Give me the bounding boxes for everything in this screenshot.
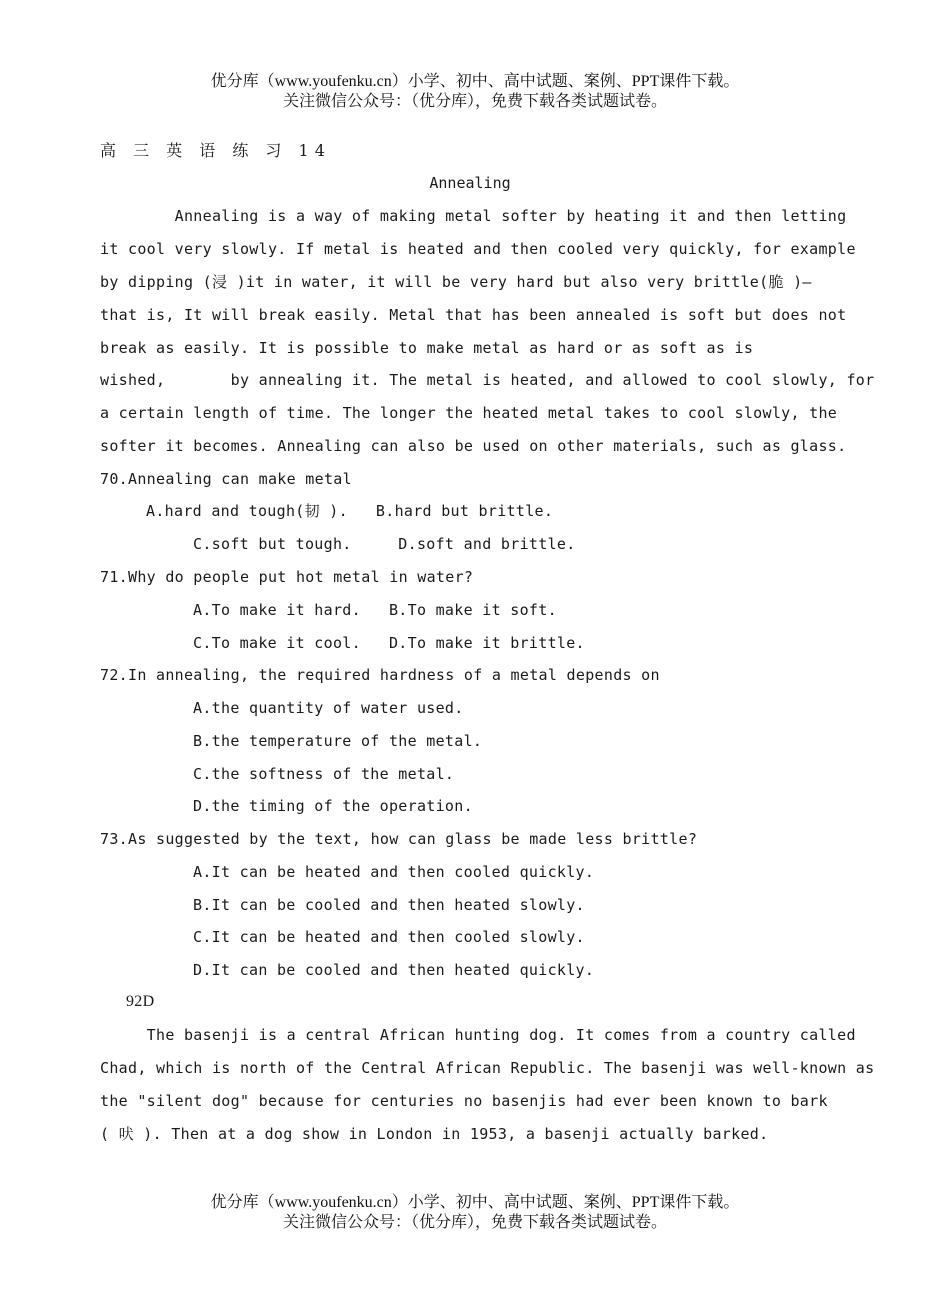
question-72-option-d: D.the timing of the operation. bbox=[193, 797, 473, 815]
passage-line: break as easily. It is possible to make metal as hard or as soft as is bbox=[100, 339, 754, 357]
question-70-stem: 70.Annealing can make metal bbox=[100, 470, 352, 488]
question-73-option-d: D.It can be cooled and then heated quickly. bbox=[193, 961, 595, 979]
question-72-option-a: A.the quantity of water used. bbox=[193, 699, 464, 717]
question-73-option-a: A.It can be heated and then cooled quickly. bbox=[193, 863, 595, 881]
question-73-stem: 73.As suggested by the text, how can glass be made less brittle? bbox=[100, 830, 698, 848]
question-71-options-cd: C.To make it cool. D.To make it brittle. bbox=[193, 634, 585, 652]
question-71-options-ab: A.To make it hard. B.To make it soft. bbox=[193, 601, 557, 619]
passage-line: that is, It will break easily. Metal that has been annealed is soft but does not bbox=[100, 306, 847, 324]
passage-line: by dipping (浸 )it in water, it will be very hard but also very brittle(脆 )— bbox=[100, 273, 812, 291]
passage2-line: ( 吠 ). Then at a dog show in London in 1953, a basenji actually barked. bbox=[100, 1125, 769, 1143]
passage-line: Annealing is a way of making metal softer by heating it and then letting bbox=[100, 207, 847, 225]
header-watermark-line1: 优分库（www.youfenku.cn）小学、初中、高中试题、案例、PPT课件下载。 bbox=[210, 73, 740, 90]
question-72-option-c: C.the softness of the metal. bbox=[193, 765, 455, 783]
passage-line: softer it becomes. Annealing can also be used on other materials, such as glass. bbox=[100, 437, 847, 455]
question-73-option-c: C.It can be heated and then cooled slowly. bbox=[193, 928, 585, 946]
passage2-line: Chad, which is north of the Central African Republic. The basenji was well-known as bbox=[100, 1059, 875, 1077]
passage-title: Annealing bbox=[429, 174, 511, 192]
question-72-stem: 72.In annealing, the required hardness of a metal depends on bbox=[100, 666, 660, 684]
question-71-stem: 71.Why do people put hot metal in water? bbox=[100, 568, 474, 586]
section-label: 92D bbox=[126, 993, 155, 1010]
header-watermark-line2: 关注微信公众号：（优分库），免费下载各类试题试卷。 bbox=[282, 93, 667, 110]
footer-watermark-line2: 关注微信公众号：（优分库），免费下载各类试题试卷。 bbox=[282, 1214, 667, 1231]
document-title: 高 三 英 语 练 习 14 bbox=[100, 141, 331, 160]
question-70-options-ab: A.hard and tough(韧 ). B.hard but brittle. bbox=[146, 502, 554, 520]
passage2-line: the "silent dog" because for centuries no basenjis had ever been known to bark bbox=[100, 1092, 828, 1110]
question-73-option-b: B.It can be cooled and then heated slowly. bbox=[193, 896, 585, 914]
passage-line: wished, by annealing it. The metal is heated, and allowed to cool slowly, for bbox=[100, 371, 875, 389]
question-72-option-b: B.the temperature of the metal. bbox=[193, 732, 483, 750]
passage2-line: The basenji is a central African hunting dog. It comes from a country called bbox=[100, 1026, 856, 1044]
passage-line: a certain length of time. The longer the heated metal takes to cool slowly, the bbox=[100, 404, 838, 422]
footer-watermark-line1: 优分库（www.youfenku.cn）小学、初中、高中试题、案例、PPT课件下载。 bbox=[210, 1194, 740, 1211]
passage-line: it cool very slowly. If metal is heated and then cooled very quickly, for example bbox=[100, 240, 856, 258]
question-70-options-cd: C.soft but tough. D.soft and brittle. bbox=[193, 535, 576, 553]
